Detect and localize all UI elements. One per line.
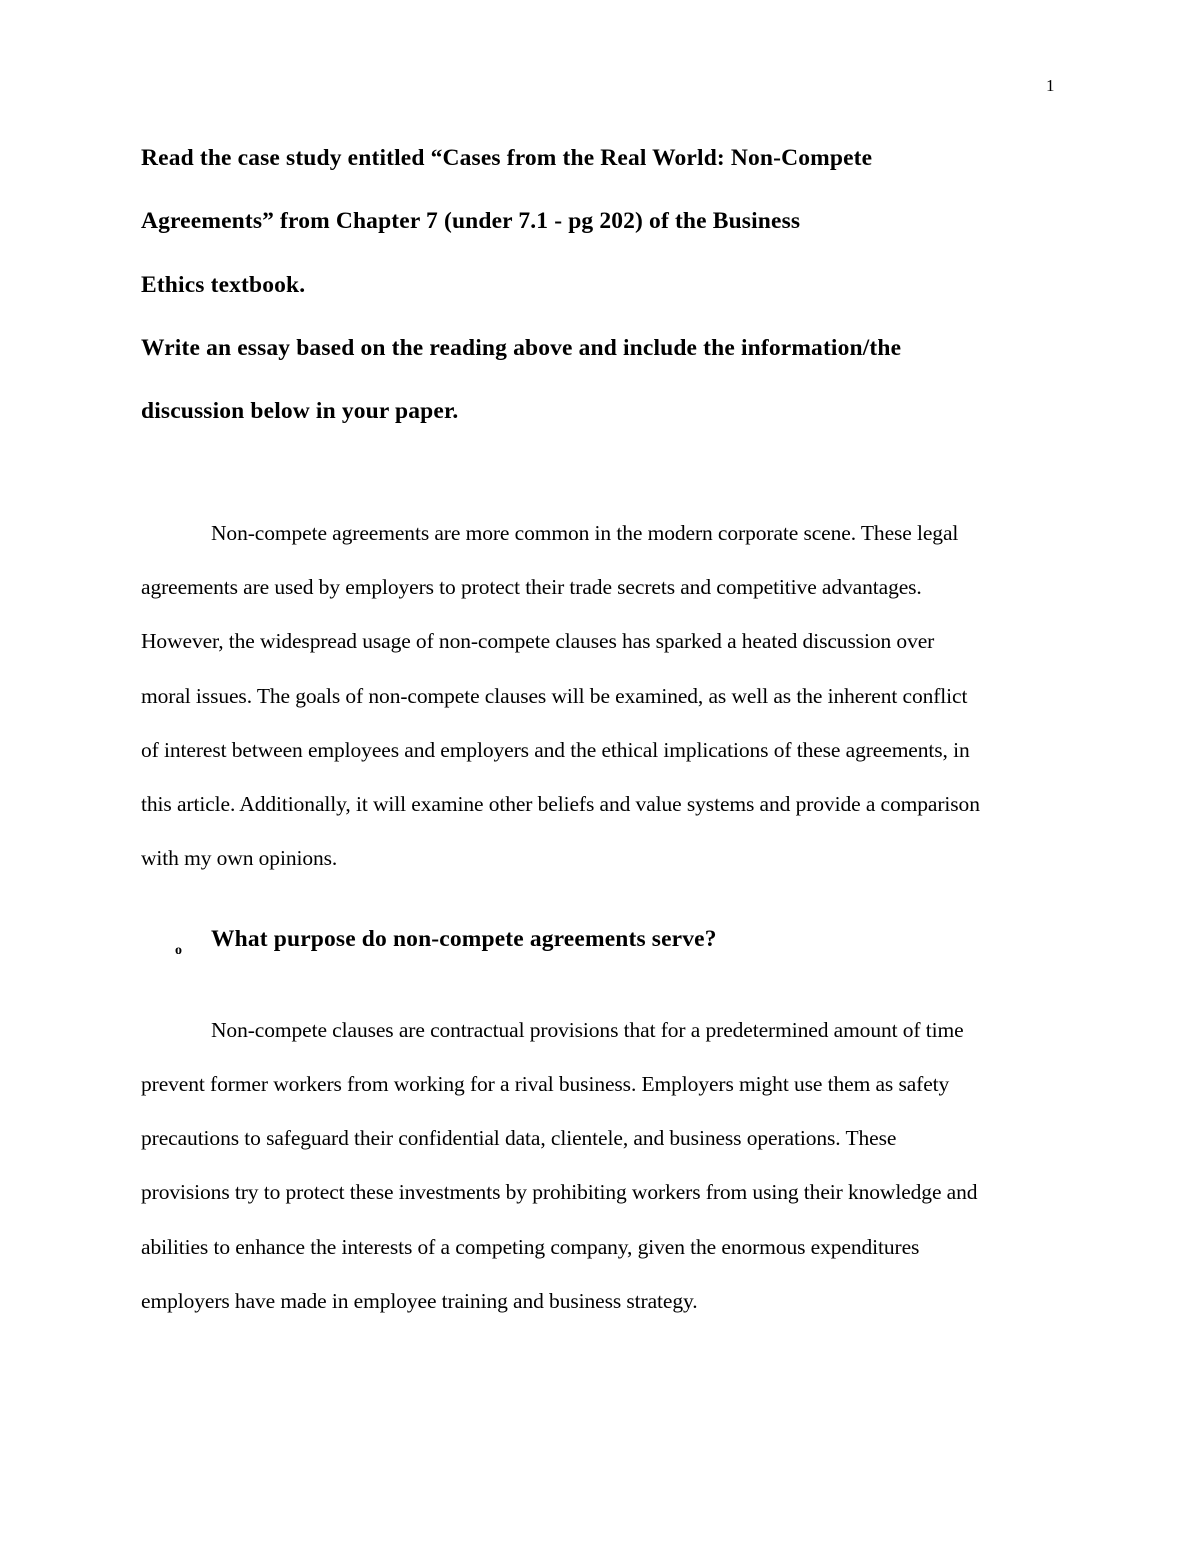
paragraph-line: provisions try to protect these investments by prohibiting workers from using their knowledge and [141,1180,978,1204]
paragraph-line: abilities to enhance the interests of a competing company, given the enormous expenditures [141,1235,920,1259]
prompt-line: Ethics textbook. [141,272,306,298]
bullet-marker: o [175,943,182,958]
paragraph-line: However, the widespread usage of non-compete clauses has sparked a heated discussion over [141,629,935,653]
paragraph-line: Non-compete agreements are more common in the modern corporate scene. These legal [211,521,959,545]
paragraph-line: of interest between employees and employers and the ethical implications of these agreements, in [141,738,970,762]
prompt-line: Agreements” from Chapter 7 (under 7.1 - pg 202) of the Business [141,208,801,234]
paragraph-line: this article. Additionally, it will examine other beliefs and value systems and provide a comparison [141,792,980,816]
section-question: What purpose do non-compete agreements serve? [211,926,717,952]
paragraph-line: agreements are used by employers to protect their trade secrets and competitive advantages. [141,575,922,599]
page-number: 1 [1046,76,1055,95]
paragraph-line: with my own opinions. [141,846,338,870]
prompt-line: discussion below in your paper. [141,398,459,424]
paragraph-line: employers have made in employee training and business strategy. [141,1289,698,1313]
paragraph-line: prevent former workers from working for a rival business. Employers might use them as safety [141,1072,950,1096]
paragraph-line: moral issues. The goals of non-compete clauses will be examined, as well as the inherent conflict [141,684,968,708]
paragraph-line: precautions to safeguard their confidential data, clientele, and business operations. These [141,1126,897,1150]
prompt-line: Read the case study entitled “Cases from the Real World: Non-Compete [141,145,873,171]
paragraph-line: Non-compete clauses are contractual provisions that for a predetermined amount of time [211,1018,964,1042]
prompt-line: Write an essay based on the reading above and include the information/the [141,335,902,361]
